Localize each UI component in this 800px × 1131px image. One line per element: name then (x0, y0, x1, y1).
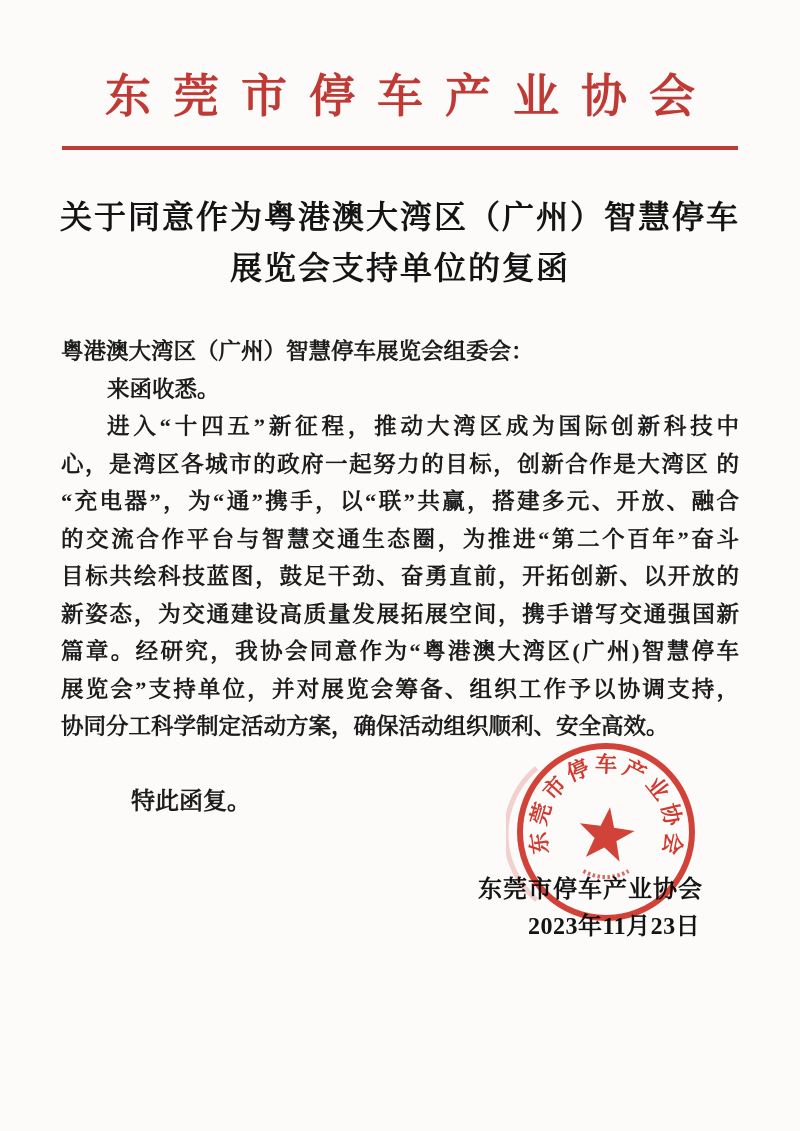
closing-line: 特此函复。 (131, 789, 251, 815)
official-seal (506, 732, 706, 932)
seal-star-icon (580, 807, 635, 861)
paragraph-line: 的交流合作平台与智慧交通生态圈，为推进“第二个百年”奋斗 (61, 526, 739, 552)
paragraph-line: “充电器”，为“通”携手，以“联”共赢，搭建多元、开放、融合 (61, 489, 739, 514)
paragraph-line: 进入“十四五”新征程，推动大湾区成为国际创新科技中 (107, 414, 739, 439)
salutation-line: 来函收悉。 (107, 376, 220, 402)
letterhead-title: 东莞市停车产业协会 (105, 71, 717, 122)
paragraph-line: 篇章。经研究，我协会同意作为“粤港澳大湾区(广州)智慧停车 (61, 639, 739, 664)
paragraph-line: 心，是湾区各城市的政府一起努力的目标，创新合作是大湾区 的 (61, 451, 739, 477)
signature-org: 东莞市停车产业协会 (478, 877, 703, 903)
recipient-line: 粤港澳大湾区（广州）智慧停车展览会组委会： (61, 339, 534, 364)
paragraph-line: 协同分工科学制定活动方案，确保活动组织顺利、安全高效。 (61, 714, 669, 739)
seal-serial-arc (584, 871, 629, 877)
paragraph-line: 目标共绘科技蓝图，鼓足干劲、奋勇直前，开拓创新、以开放的 (61, 564, 739, 589)
paragraph-line: 新姿态，为交通建设高质量发展拓展空间，携手谱写交通强国新 (61, 601, 739, 627)
document-title-line2: 展览会支持单位的复函 (229, 250, 570, 286)
signature-date: 2023年11月23日 (528, 914, 701, 940)
document-title (60, 192, 740, 294)
paragraph-line: 展览会”支持单位，并对展览会筹备、组织工作予以协调支持， (61, 676, 739, 702)
letter-body (61, 333, 739, 746)
letterhead-rule (62, 146, 738, 150)
document-title-line1: 关于同意作为粤港澳大湾区（广州）智慧停车 (60, 199, 741, 235)
seal-ring-text-path: 东莞市停车产业协会 (524, 751, 687, 861)
